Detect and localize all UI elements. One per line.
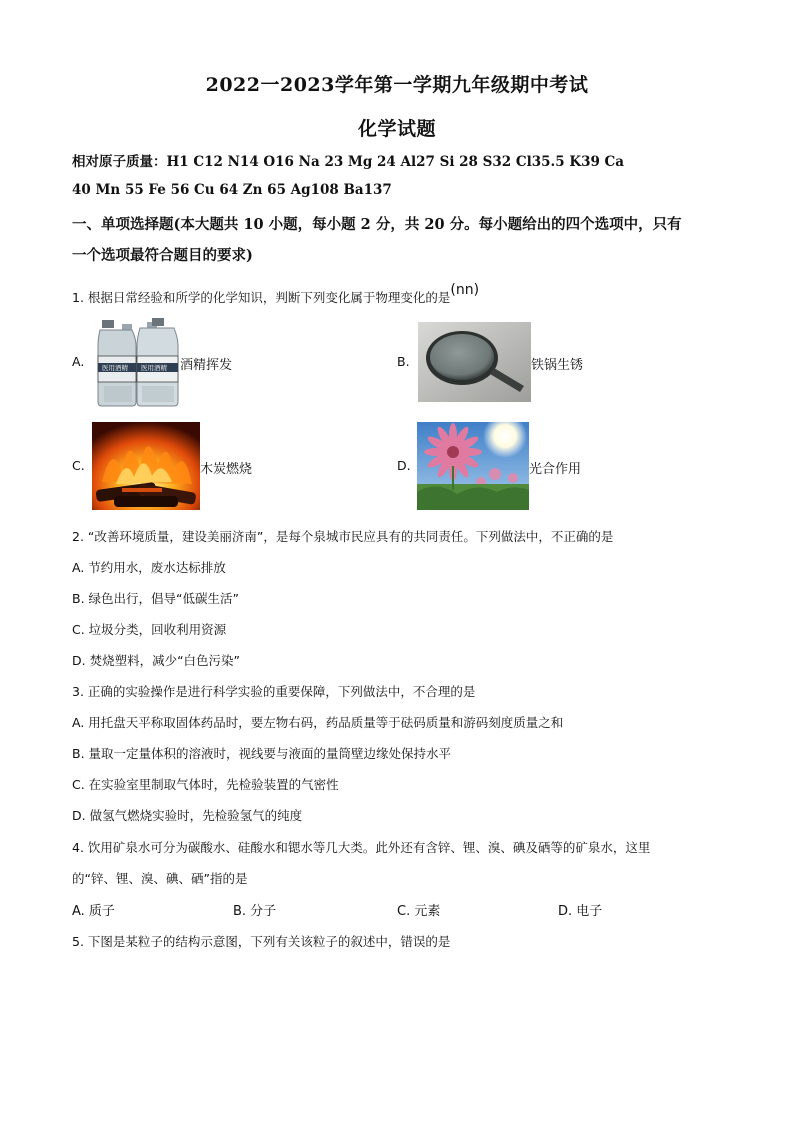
q4-option-d: D. 电子 [558, 904, 603, 919]
q1-option-c-text: 木炭燃烧 [200, 462, 253, 477]
q2-option-d: D. 焚烧塑料，减少“白色污染” [72, 653, 241, 668]
bottle-label-left: 医用酒精 [102, 364, 128, 372]
q2-option-b: B. 绿色出行，倡导“低碳生活” [72, 591, 239, 606]
exam-subtitle: 化学试题 [357, 118, 436, 140]
q3-option-b: B. 量取一定量体积的溶液时，视线要与液面的量筒壁边缘处保持水平 [72, 746, 452, 761]
exam-title: 2022一2023学年第一学期九年级期中考试 [205, 74, 589, 96]
q5-stem: 5. 下图是某粒子的结构示意图，下列有关该粒子的叙述中，错误的是 [72, 934, 451, 949]
q3-option-d: D. 做氢气燃烧实验时，先检验氢气的纯度 [72, 808, 303, 823]
q1-option-a-text: 酒精挥发 [180, 358, 233, 373]
q3-stem: 3. 正确的实验操作是进行科学实验的重要保障，下列做法中，不合理的是 [72, 684, 476, 699]
iron-wok-image [418, 322, 531, 402]
section-heading-line2: 一个选项最符合题目的要求) [72, 247, 253, 264]
alcohol-bottles-image [94, 316, 180, 408]
atomic-masses-line2: 40 Mn 55 Fe 56 Cu 64 Zn 65 Ag108 Ba137 [72, 182, 392, 198]
q1-option-c-letter: C. [72, 458, 85, 473]
q2-stem: 2. “改善环境质量，建设美丽济南”，是每个泉城市民应具有的共同责任。下列做法中，不正确的是 [72, 529, 614, 544]
q1-stem [72, 282, 480, 306]
atomic-masses-line1: 相对原子质量：H1 C12 N14 O16 Na 23 Mg 24 Al27 Si 28 S32 Cl35.5 K39 Ca [72, 154, 625, 170]
section-heading-line1: 一、单项选择题(本大题共 10 小题，每小题 2 分，共 20 分。每小题给出的四个选项中，只有 [72, 216, 682, 233]
q4-option-c: C. 元素 [397, 904, 441, 919]
q2-option-c: C. 垃圾分类，回收利用资源 [72, 622, 227, 637]
q4-stem-line2: 的“锌、锂、溴、碘、硒”指的是 [72, 871, 248, 886]
q1-option-d-letter: D. [397, 458, 411, 473]
q4-option-a: A. 质子 [72, 904, 115, 919]
q1-option-a-letter: A. [72, 354, 85, 369]
q2-option-a: A. 节约用水，废水达标排放 [72, 560, 226, 575]
flowers-sunlight-image [417, 422, 529, 510]
q1-option-d-text: 光合作用 [529, 462, 582, 477]
bottle-label-right: 医用酒精 [141, 364, 167, 372]
q4-option-b: B. 分子 [233, 904, 277, 919]
q3-option-c: C. 在实验室里制取气体时，先检验装置的气密性 [72, 777, 339, 792]
q1-option-b-letter: B. [397, 354, 410, 369]
q1-answer-paren: (nn) [450, 282, 480, 298]
q3-option-a: A. 用托盘天平称取固体药品时，要左物右码，药品质量等于砝码质量和游码刻度质量之和 [72, 715, 564, 730]
q1-option-b-text: 铁锅生锈 [531, 358, 584, 373]
burning-charcoal-image [92, 422, 200, 510]
q1-stem-text: 1. 根据日常经验和所学的化学知识，判断下列变化属于物理变化的是 [72, 290, 451, 305]
q4-stem-line1: 4. 饮用矿泉水可分为碳酸水、硅酸水和锶水等几大类。此外还有含锌、锂、溴、碘及硒等的矿泉水，这里 [72, 840, 651, 855]
